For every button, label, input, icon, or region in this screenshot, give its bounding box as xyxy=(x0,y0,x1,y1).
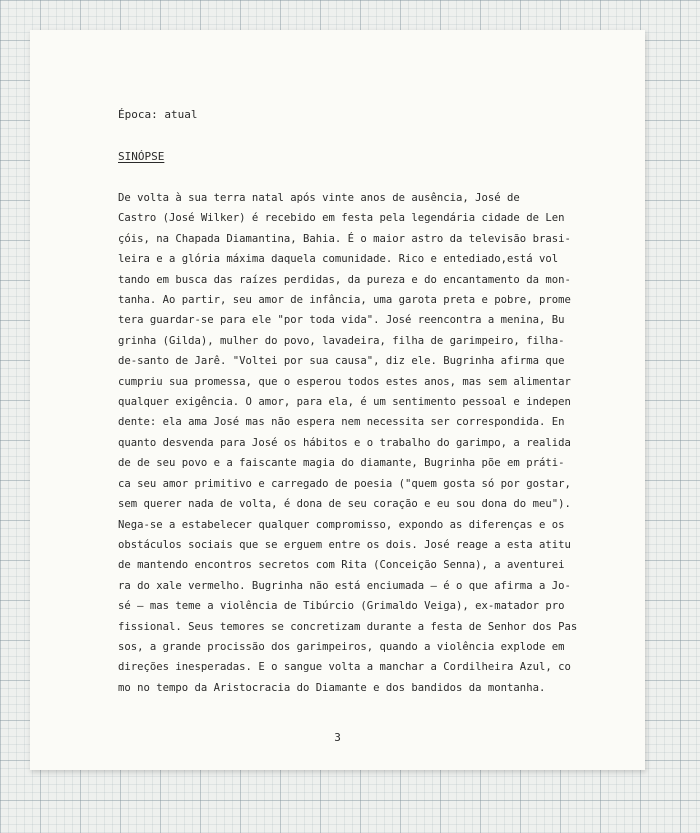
text-line: sem querer nada de volta, é dona de seu coração e eu sou dona do meu"). xyxy=(118,498,571,511)
typed-page xyxy=(30,30,645,770)
text-line: ra do xale vermelho. Bugrinha não está enciumada — é o que afirma a Jo- xyxy=(118,579,571,592)
text-line: cumpriu sua promessa, que o esperou todos estes anos, mas sem alimentar xyxy=(118,375,571,388)
text-line: direções inesperadas. E o sangue volta a manchar a Cordilheira Azul, co xyxy=(118,661,571,674)
text-line: tera guardar-se para ele "por toda vida". José reencontra a menina, Bu xyxy=(118,314,565,327)
text-line: ca seu amor primitivo e carregado de poesia ("quem gosta só por gostar, xyxy=(118,477,571,490)
text-line: mo no tempo da Aristocracia do Diamante e dos bandidos da montanha. xyxy=(118,681,546,694)
text-line: tando em busca das raízes perdidas, da pureza e do encantamento da mon- xyxy=(118,273,571,286)
text-line: dente: ela ama José mas não espera nem necessita ser correspondida. En xyxy=(118,416,565,429)
text-line: fissional. Seus temores se concretizam durante a festa de Senhor dos Pas xyxy=(118,620,578,633)
text-line: grinha (Gilda), mulher do povo, lavadeira, filha de garimpeiro, filha- xyxy=(118,334,565,347)
text-line: obstáculos sociais que se erguem entre os dois. José reage a esta atitu xyxy=(118,538,571,551)
text-line: leira e a glória máxima daquela comunidade. Rico e entediado,está vol xyxy=(118,253,559,266)
text-line: tanha. Ao partir, seu amor de infância, uma garota preta e pobre, prome xyxy=(118,294,571,307)
page-number: 3 xyxy=(334,731,341,744)
text-line: de mantendo encontros secretos com Rita (Conceição Senna), a aventurei xyxy=(118,559,565,572)
epoca-label: Época: atual xyxy=(118,108,198,121)
text-line: de-santo de Jarê. "Voltei por sua causa", diz ele. Bugrinha afirma que xyxy=(118,355,565,368)
text-line: sé — mas teme a violência de Tibúrcio (Grimaldo Veiga), ex-matador pro xyxy=(118,600,565,613)
text-line: Castro (José Wilker) é recebido em festa pela legendária cidade de Len xyxy=(118,212,565,225)
text-line: De volta à sua terra natal após vinte anos de ausência, José de xyxy=(118,192,520,204)
synopsis-body xyxy=(118,188,598,698)
text-line: de de seu povo e a faiscante magia do diamante, Bugrinha põe em práti- xyxy=(118,457,565,470)
text-line: çóis, na Chapada Diamantina, Bahia. É o maior astro da televisão brasi- xyxy=(118,232,571,245)
text-line: quanto desvenda para José os hábitos e o trabalho do garimpo, a realida xyxy=(118,436,571,449)
text-line: Nega-se a estabelecer qualquer compromisso, expondo as diferenças e os xyxy=(118,518,565,531)
text-line: sos, a grande procissão dos garimpeiros, quando a violência explode em xyxy=(118,640,565,653)
section-title: SINÓPSE xyxy=(118,150,165,163)
text-line: qualquer exigência. O amor, para ela, é um sentimento pessoal e indepen xyxy=(118,396,571,409)
